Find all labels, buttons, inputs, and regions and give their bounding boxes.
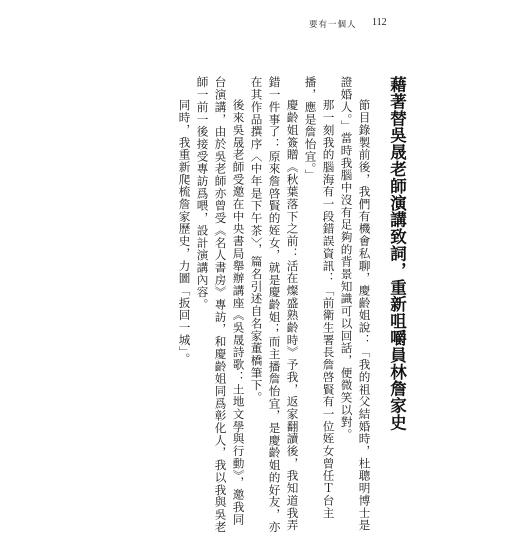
page-header <box>0 18 520 34</box>
text-line: 同時，我重新爬梳詹家歷史，力圖「扳回一城」。 <box>177 99 192 365</box>
article-title: 藉著替吳晟老師演講致詞，重新咀嚼員林詹家史 <box>387 76 407 431</box>
running-title: 要有一個人 <box>309 20 357 30</box>
text-line: 在其作品撰序〈中年是下午茶〉，篇名引述自名家董橋筆下。 <box>249 76 264 404</box>
text-line: 後來吳晟老師受邀在中央書局舉辦講座《吳晟詩歌：土地文學與行動》，邀我同 <box>231 99 246 526</box>
text-line: 錯一件事了：原來詹啓賢的姪女，就是慶齡姐；而主播詹怡宜，是慶齡姐的好友，亦 <box>267 76 282 533</box>
text-line: 那一刻我的腦海有一段錯誤資訊：「前衛生署長詹啓賢有一位姪女曾任Ｔ台主 <box>321 99 336 519</box>
article-body <box>130 76 407 533</box>
text-line: 師一前一後接受專訪爲喂，設計演講內容。 <box>195 76 210 311</box>
text-line: 節目錄製前後，我們有機會私聊，慶齡姐說：「我的祖父結婚時，杜聰明博士是 <box>357 99 372 532</box>
page-number: 112 <box>372 17 387 28</box>
text-line: 證婚人。」當時我腦中沒有足夠的背景知識可以回話，便微笑以對。 <box>339 76 354 441</box>
text-line: 台演講，由於吳老師亦曾受《名人書房》專訪，和慶齡姐同爲彰化人，我以我與吳老 <box>213 76 228 533</box>
text-line: 慶齡姐簽贈《秋葉落下之前：活在燦盛熟齡時》予我，返家翻讀後，我知道我弄 <box>285 99 300 532</box>
text-line: 播，應是詹怡宜。」 <box>303 76 318 182</box>
